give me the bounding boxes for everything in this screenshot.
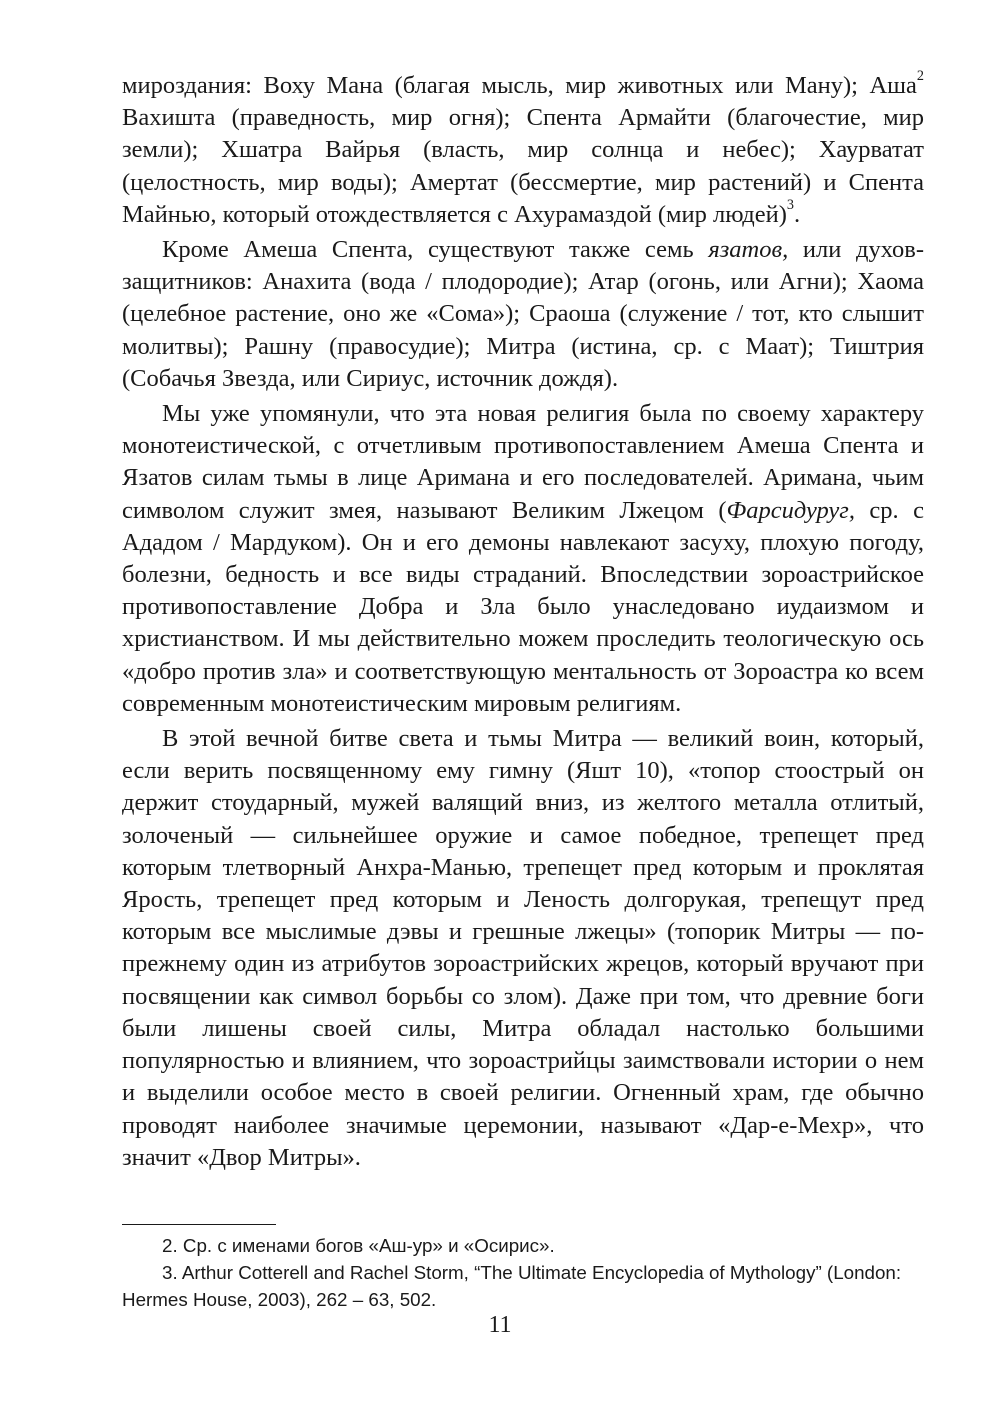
- text-run: .: [794, 200, 801, 228]
- italic-term: язатов,: [708, 236, 789, 264]
- text-run: ср. с Ададом / Мардуком). Он и его демоны навлекают засуху, плохую погоду, болезни, бедность и все виды страданий. Впоследствии зороастрийское противопоставление Добра и Зла было унаследовано иудаизмом и христианством. И мы действительно можем проследить теологическую ось «добро против зла» и соответствующую ментальность от Зороастра ко всем современным монотеистическим мировым религиям.: [122, 496, 924, 717]
- text-run: В этой вечной битве света и тьмы Митра — великий воин, который, если верить посвященному ему гимну (Яшт 10), «топор стоострый он держит стоударный, мужей валящий вниз, из желтого металла отлитый, золоченый — сильнейшее оружие и самое победное, трепещет пред которым тлетворный Анхра-Манью, трепещет пред которым и проклятая Ярость, трепещет пред которым и Леность долгорукая, трепещут пред которым все мыслимые дэвы и грешные лжецы» (топорик Митры — по-прежнему один из атрибутов зороастрийских жрецов, который вручают при посвящении как символ борьбы со злом). Даже при том, что древние боги были лишены своей силы, Митра обладал настолько большими популярностью и влиянием, что зороастрийцы заимствовали истории о нем и выделили особое место в своей религии. Огненный храм, где обычно проводят наиболее значимые церемонии, называют «Дар-е-Мехр», что значит «Двор Митры».: [122, 725, 924, 1171]
- footnote-marker: 2: [916, 68, 924, 85]
- text-run: или духов-защитников: Анахита (вода / плодородие); Атар (огонь, или Агни); Хаома (целебное растение, оно же «Сома»); Сраоша (служение / тот, кто слышит молитвы); Рашну (правосудие); Митра (истина, ср. с Маат); Тиштрия (Собачья Звезда, или Сириус, источник дождя).: [122, 236, 924, 392]
- footnotes: [122, 1232, 924, 1313]
- footnote-separator: [122, 1224, 276, 1225]
- text-run: Мы уже упомянули, что эта новая религия была по своему характеру монотеистической, с отчетливым противопоставлением Амеша Спента и Язатов силам тьмы в лице Аримана и его последователей. Аримана, чьим символом служит змея, называют Великим Лжецом (: [122, 400, 924, 524]
- paragraph: [122, 398, 924, 720]
- paragraph: [122, 234, 924, 395]
- text-run: мироздания: Воху Мана (благая мысль, мир животных или Ману); Аша: [122, 72, 917, 99]
- text-run: Кроме Амеша Спента, существуют также семь: [162, 236, 709, 264]
- page-number: 11: [488, 1312, 512, 1338]
- italic-term: Фарсидуруг,: [726, 496, 855, 524]
- text-run: Вахишта (праведность, мир огня); Спента Армайти (благочестие, мир земли); Хшатра Вайрья (власть, мир солнца и небес); Хаурватат (целостность, мир воды); Амертат (бессмертие, мир растений) и Спента Майнью, который отождествляется с Ахурамаздой (мир людей): [122, 104, 924, 228]
- main-text: [122, 70, 924, 1174]
- footnote-3: 3. Arthur Cotterell and Rachel Storm, “The Ultimate Encyclopedia of Mythology” (London: Hermes House, 2003), 262 – 63, 502.: [122, 1262, 902, 1310]
- paragraph: [122, 70, 924, 231]
- footnote-2: 2. Ср. с именами богов «Аш-ур» и «Осирис».: [162, 1235, 555, 1256]
- paragraph: [122, 723, 924, 1174]
- footnote-marker: 3: [786, 197, 795, 214]
